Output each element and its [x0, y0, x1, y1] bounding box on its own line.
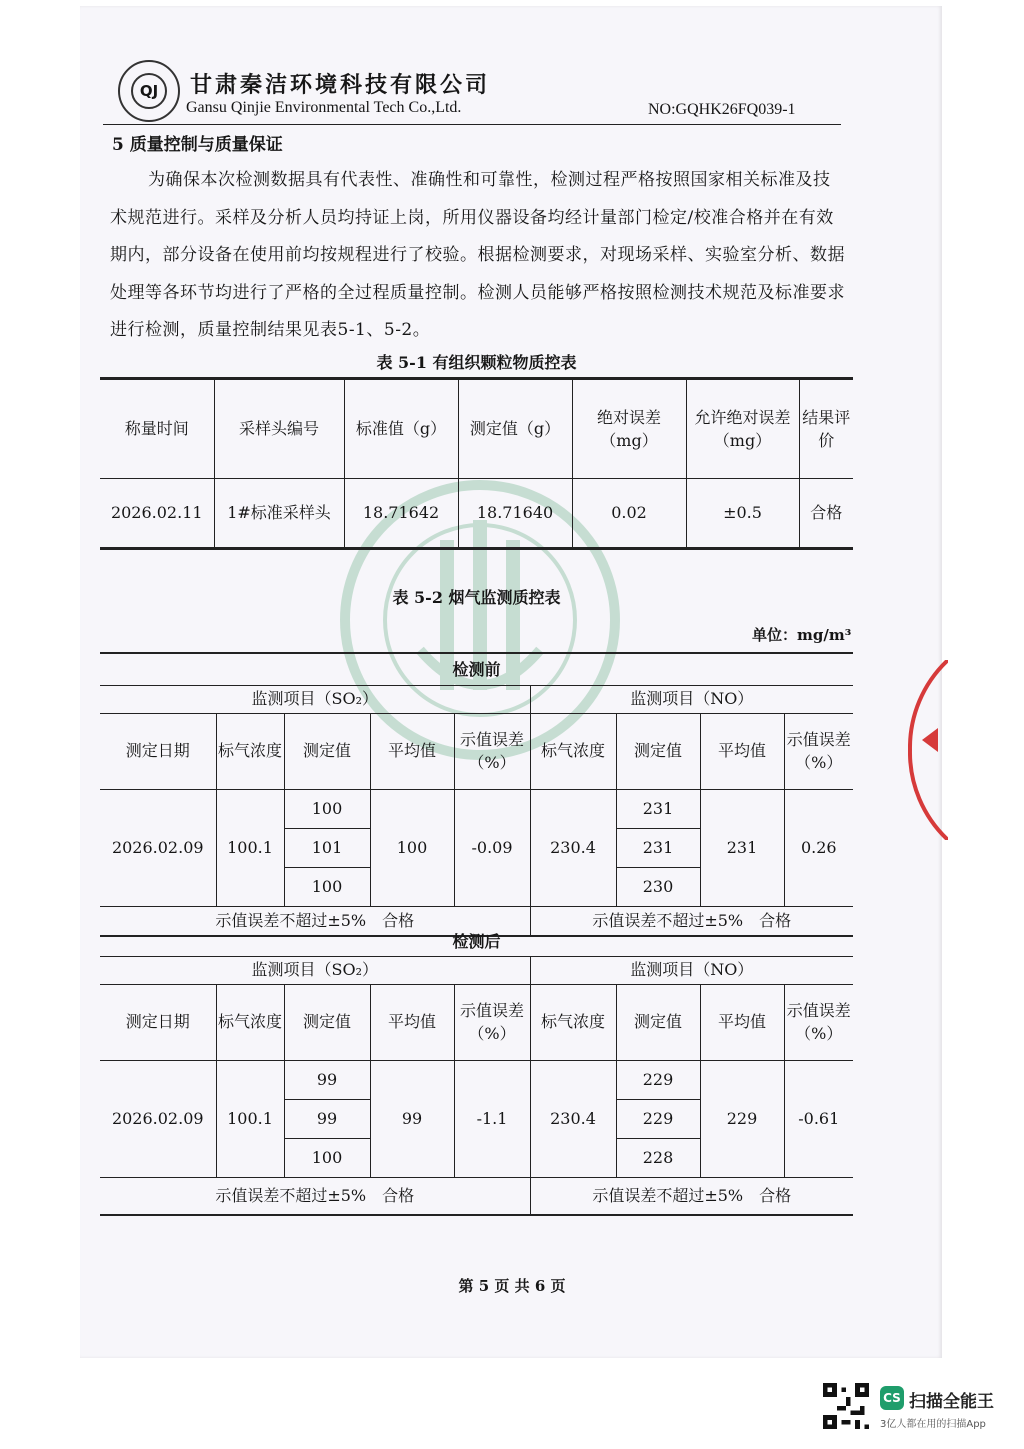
after-no-std: 230.4 [530, 1060, 616, 1177]
before-so2-avg: 100 [370, 789, 454, 906]
after-so2-val-2: 99 [284, 1099, 370, 1138]
after-no-val-2: 229 [616, 1099, 700, 1138]
seal-stamp-fragment [908, 660, 948, 840]
before-col-err-so2: 示值误差（%） [454, 713, 530, 789]
after-col-avg-no: 平均值 [700, 984, 784, 1060]
company-name-en: Gansu Qinjie Environmental Tech Co.,Ltd. [186, 99, 462, 116]
after-date: 2026.02.09 [100, 1060, 216, 1177]
after-no-result: 示值误差不超过±5% 合格 [530, 1177, 853, 1215]
after-no-val-3: 228 [616, 1138, 700, 1177]
after-so2-result: 示值误差不超过±5% 合格 [100, 1177, 530, 1215]
after-col-avg-so2: 平均值 [370, 984, 454, 1060]
after-title: 检测后 [100, 928, 853, 956]
header-rule [103, 124, 841, 125]
cell-abs-error: 0.02 [572, 479, 686, 549]
after-so2-std: 100.1 [216, 1060, 284, 1177]
after-col-std-no: 标气浓度 [530, 984, 616, 1060]
th-abs-error: 绝对误差（mg） [572, 379, 686, 479]
before-title: 检测前 [100, 653, 853, 685]
cell-standard-value: 18.71642 [344, 479, 458, 549]
th-weigh-time: 称量时间 [100, 379, 214, 479]
th-result: 结果评价 [799, 379, 853, 479]
after-col-meas-no: 测定值 [616, 984, 700, 1060]
after-no-val-1: 229 [616, 1060, 700, 1099]
cell-result: 合格 [799, 479, 853, 549]
cell-sampler-id: 1#标准采样头 [214, 479, 344, 549]
after-col-std-so2: 标气浓度 [216, 984, 284, 1060]
table1 [100, 377, 853, 550]
scanner-app-logo: CS [880, 1386, 904, 1410]
before-no-val-3: 230 [616, 867, 700, 906]
after-no-avg: 229 [700, 1060, 784, 1177]
table-row [100, 479, 853, 549]
scanner-app-tagline: 3亿人都在用的扫描App [880, 1419, 986, 1430]
table1-caption: 表 5-1 有组织颗粒物质控表 [376, 353, 577, 372]
section-paragraph [110, 162, 845, 350]
table2-unit: 单位：mg/m³ [752, 626, 852, 644]
logo-mark: QJ [131, 73, 167, 109]
before-col-std-so2: 标气浓度 [216, 713, 284, 789]
cell-measured-value: 18.71640 [458, 479, 572, 549]
before-col-meas-no: 测定值 [616, 713, 700, 789]
after-no-label: 监测项目（NO） [530, 956, 853, 984]
before-so2-std: 100.1 [216, 789, 284, 906]
document-number: NO:GQHK26FQ039-1 [648, 101, 796, 118]
before-no-avg: 231 [700, 789, 784, 906]
before-so2-val-1: 100 [284, 789, 370, 828]
table2-after [100, 928, 853, 1216]
after-so2-val-1: 99 [284, 1060, 370, 1099]
after-so2-val-3: 100 [284, 1138, 370, 1177]
before-so2-val-3: 100 [284, 867, 370, 906]
after-col-err-so2: 示值误差（%） [454, 984, 530, 1060]
before-no-err: 0.26 [784, 789, 853, 906]
before-col-avg-no: 平均值 [700, 713, 784, 789]
before-col-std-no: 标气浓度 [530, 713, 616, 789]
after-so2-err: -1.1 [454, 1060, 530, 1177]
before-date: 2026.02.09 [100, 789, 216, 906]
company-name-cn: 甘肃秦洁环境科技有限公司 [190, 72, 491, 98]
after-no-err: -0.61 [784, 1060, 853, 1177]
before-no-std: 230.4 [530, 789, 616, 906]
cell-weigh-time: 2026.02.11 [100, 479, 214, 549]
page-number: 第 5 页 共 6 页 [458, 1277, 566, 1295]
before-so2-result: 示值误差不超过±5% 合格 [100, 906, 530, 936]
section-title: 5 质量控制与质量保证 [112, 135, 283, 155]
table2-caption: 表 5-2 烟气监测质控表 [392, 588, 561, 607]
before-so2-label: 监测项目（SO₂） [100, 685, 530, 713]
table2-before [100, 652, 853, 937]
cell-allowed-error: ±0.5 [686, 479, 799, 549]
before-col-date: 测定日期 [100, 713, 216, 789]
paragraph-text: 为确保本次检测数据具有代表性、准确性和可靠性，检测过程严格按照国家相关标准及技术规范进行。采样及分析人员均持证上岗，所用仪器设备均经计量部门检定/校准合格并在有效期内，部分设备在使用前均按规程进行了校验。根据检测要求，对现场采样、实验室分析、数据处理等各环节均进行了严格的全过程质量控制。检测人员能够严格按照检测技术规范及标准要求进行检测，质量控制结果见表5-1、5-2。 [110, 170, 845, 340]
before-col-avg-so2: 平均值 [370, 713, 454, 789]
before-no-result: 示值误差不超过±5% 合格 [530, 906, 853, 936]
th-sampler-id: 采样头编号 [214, 379, 344, 479]
after-so2-label: 监测项目（SO₂） [100, 956, 530, 984]
before-col-meas-so2: 测定值 [284, 713, 370, 789]
company-logo [118, 60, 180, 122]
before-no-val-1: 231 [616, 789, 700, 828]
th-allowed-error: 允许绝对误差（mg） [686, 379, 799, 479]
after-col-err-no: 示值误差（%） [784, 984, 853, 1060]
before-so2-val-2: 101 [284, 828, 370, 867]
before-no-val-2: 231 [616, 828, 700, 867]
before-no-label: 监测项目（NO） [530, 685, 853, 713]
before-col-err-no: 示值误差（%） [784, 713, 853, 789]
scanner-app-name: 扫描全能王 [909, 1392, 994, 1412]
after-col-meas-so2: 测定值 [284, 984, 370, 1060]
th-standard-value: 标准值（g） [344, 379, 458, 479]
th-measured-value: 测定值（g） [458, 379, 572, 479]
table1-header-row [100, 379, 853, 479]
qr-code-icon [823, 1383, 869, 1429]
after-col-date: 测定日期 [100, 984, 216, 1060]
before-so2-err: -0.09 [454, 789, 530, 906]
after-so2-avg: 99 [370, 1060, 454, 1177]
